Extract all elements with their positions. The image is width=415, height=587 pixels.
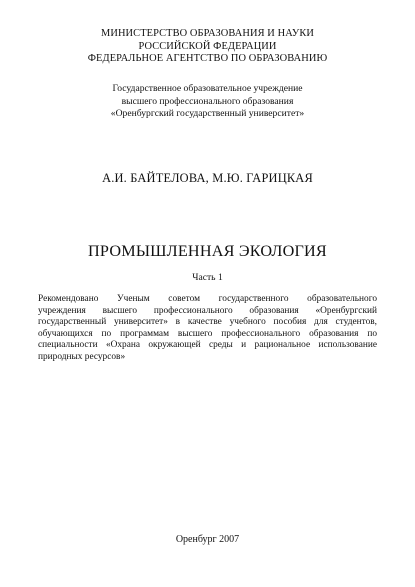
recommendation-line-6: природных ресурсов» xyxy=(38,351,126,362)
book-title: ПРОМЫШЛЕННАЯ ЭКОЛОГИЯ xyxy=(88,242,327,260)
ministry-line-3: ФЕДЕРАЛЬНОЕ АГЕНТСТВО ПО ОБРАЗОВАНИЮ xyxy=(87,53,328,64)
city-year: Оренбург 2007 xyxy=(175,534,240,545)
recommendation-line-3: государственный университет» в качестве учебного пособия для студентов, xyxy=(38,317,377,328)
ministry-line-2: РОССИЙСКОЙ ФЕДЕРАЦИИ xyxy=(138,40,277,52)
recommendation-line-5: специальности «Охрана окружающей среды и рациональное использование xyxy=(38,340,377,351)
institution-line-2: высшего профессионального образования xyxy=(121,95,294,107)
recommendation-line-1: Рекомендовано Ученым советом государственного образовательного xyxy=(38,294,377,304)
ministry-header xyxy=(0,28,415,66)
institution-line-3: «Оренбургский государственный университет» xyxy=(110,108,305,120)
ministry-line-1: МИНИСТЕРСТВО ОБРАЗОВАНИЯ И НАУКИ xyxy=(101,28,314,39)
recommendation-text xyxy=(38,294,377,364)
institution-line-1: Государственное образовательное учреждение xyxy=(112,83,303,94)
authors: А.И. БАЙТЕЛОВА, М.Ю. ГАРИЦКАЯ xyxy=(102,171,313,185)
recommendation-line-4: обучающихся по программам высшего профессионального образования по xyxy=(38,328,377,339)
part-number: Часть 1 xyxy=(192,272,223,283)
institution-header xyxy=(0,83,415,121)
recommendation-line-2: учреждения высшего профессионального образования «Оренбургский xyxy=(38,305,377,316)
